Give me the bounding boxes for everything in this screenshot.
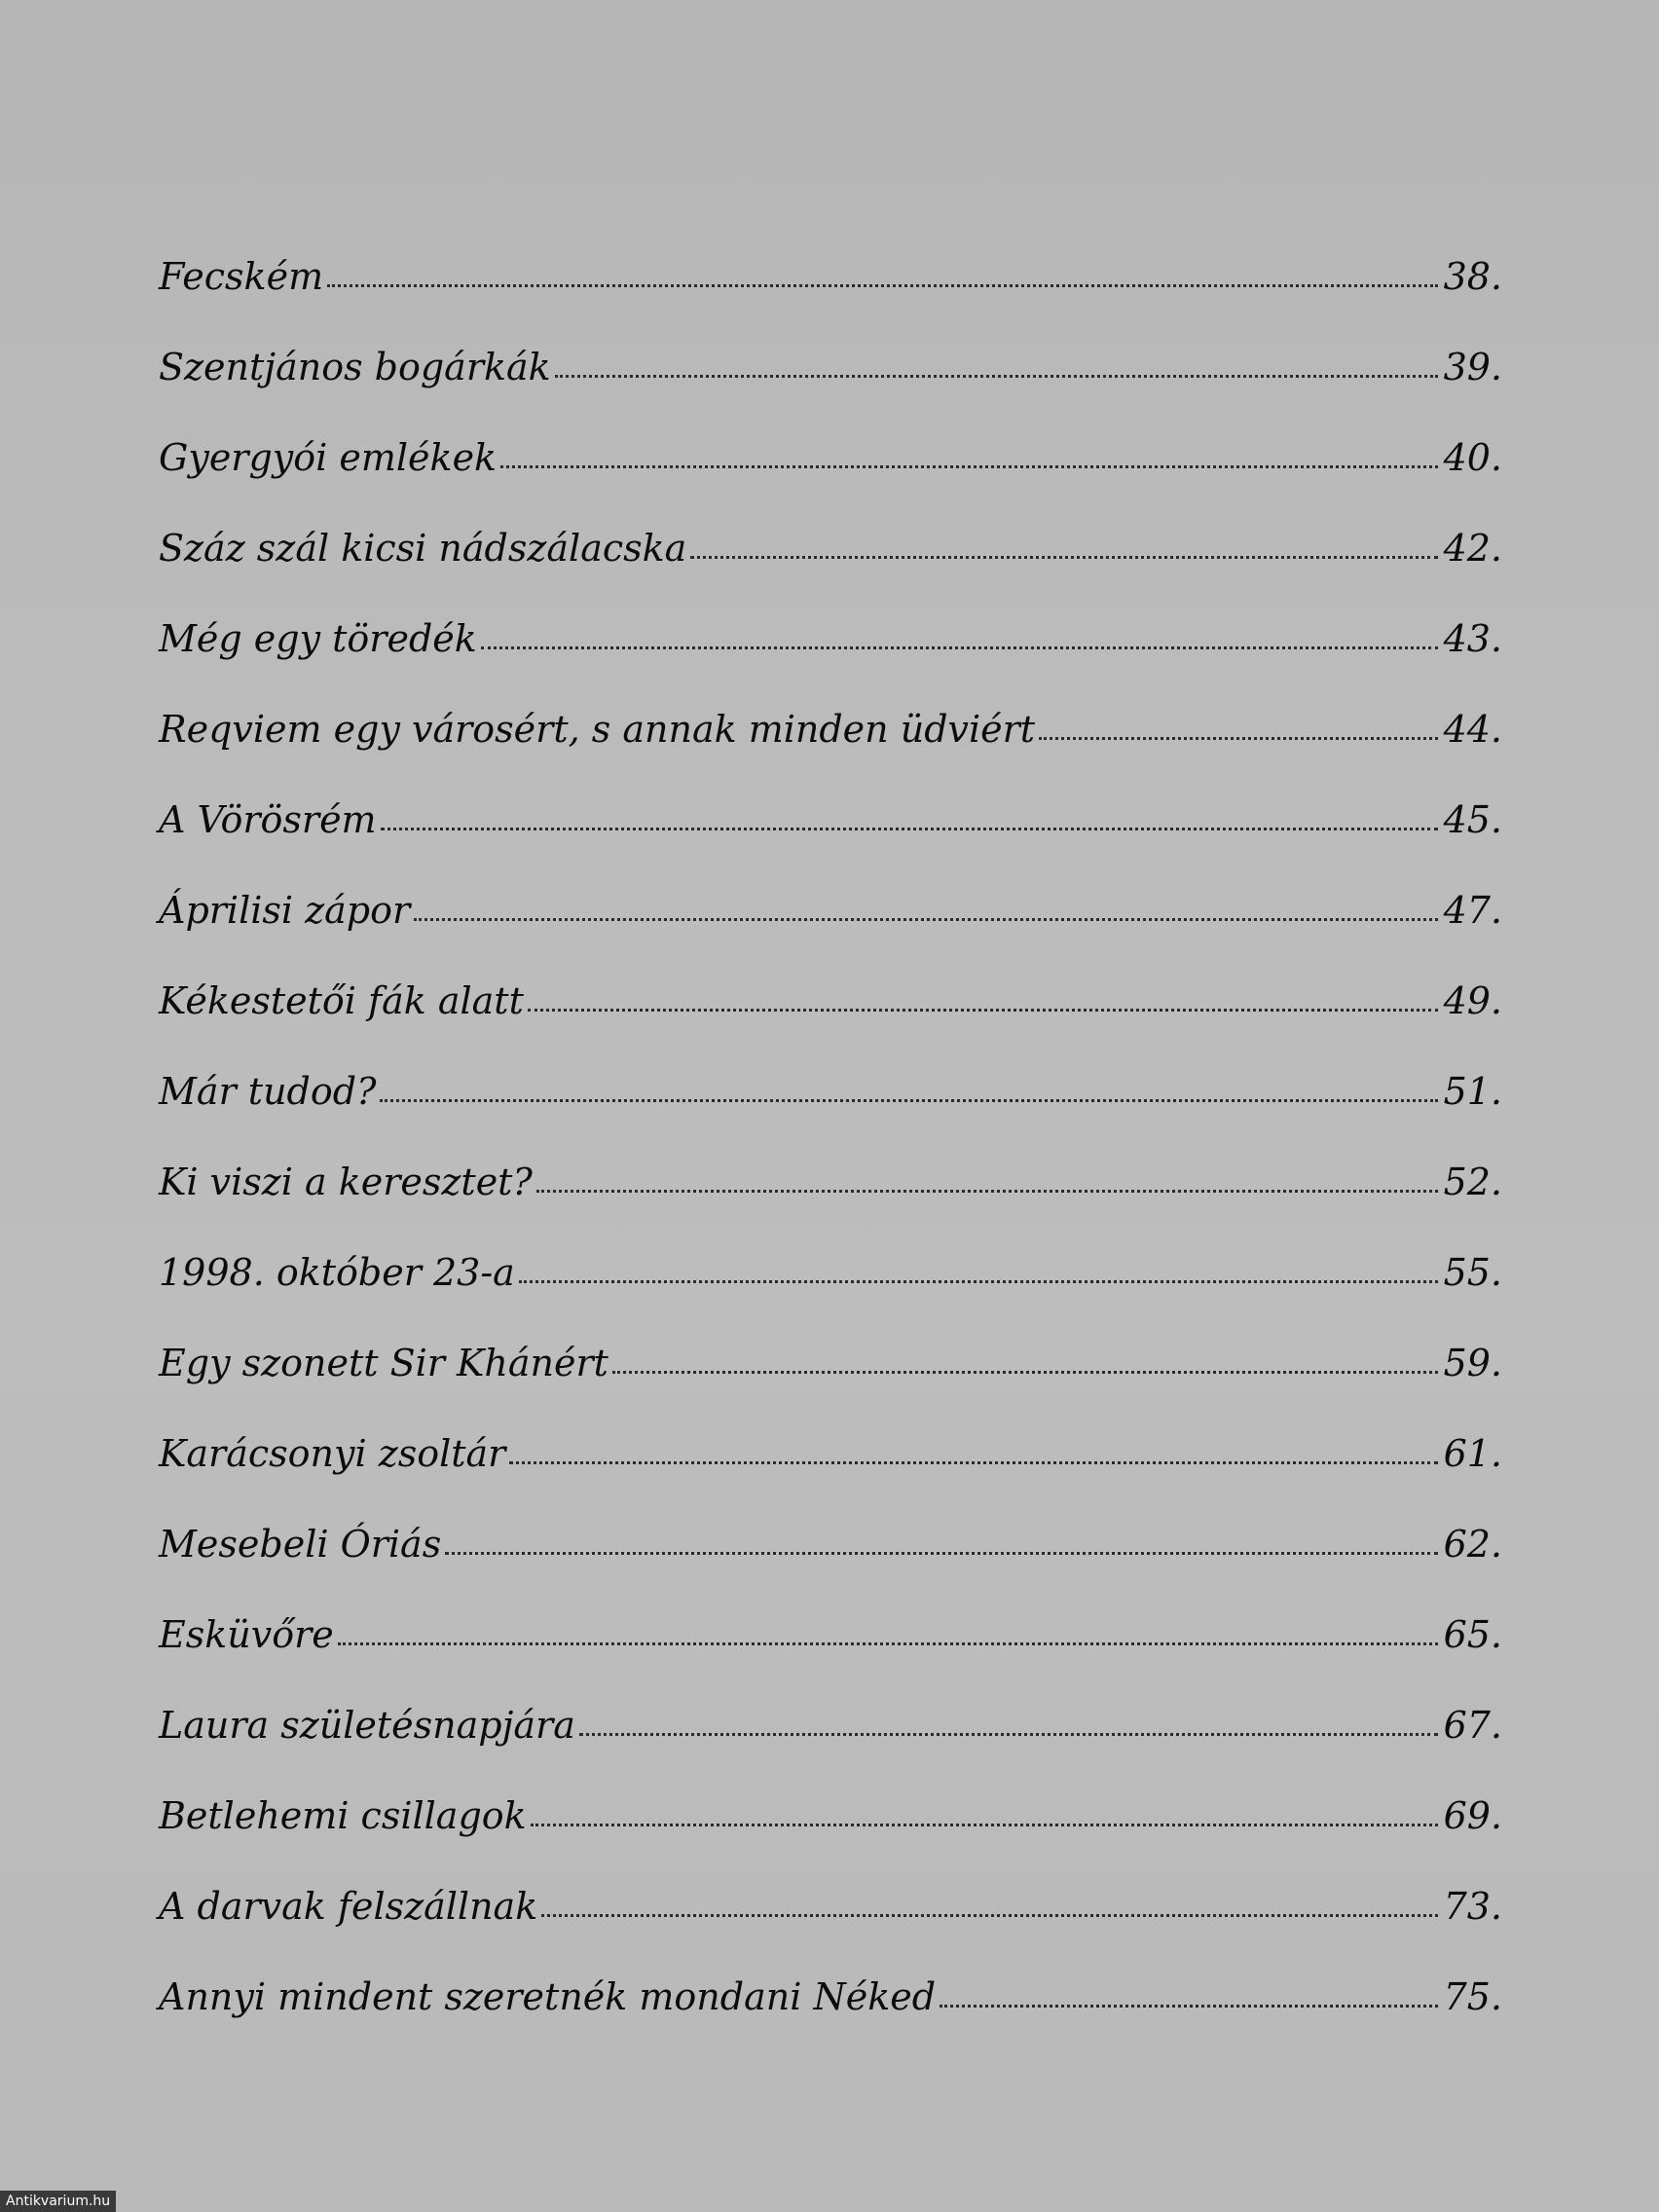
toc-entry-page: 39. [1443, 346, 1502, 388]
toc-entry [159, 617, 1502, 708]
dot-leader [338, 1642, 1438, 1645]
toc-entry [159, 1523, 1502, 1613]
toc-entry-page: 59. [1443, 1342, 1502, 1384]
dot-leader [481, 646, 1438, 649]
toc-entry [159, 255, 1502, 346]
dot-leader [531, 1824, 1438, 1826]
toc-entry-title: Szentjános bogárkák [159, 346, 551, 388]
toc-entry [159, 1161, 1502, 1251]
toc-entry [159, 1251, 1502, 1342]
toc-entry-title: A Vörösrém [159, 798, 377, 841]
toc-entry-title: 1998. október 23-a [159, 1251, 515, 1294]
dot-leader [445, 1552, 1437, 1555]
dot-leader [380, 1099, 1437, 1102]
dot-leader [690, 556, 1437, 559]
toc-entry-title: Esküvőre [159, 1613, 334, 1656]
table-of-contents [159, 255, 1502, 2066]
toc-entry-title: Betlehemi csillagok [159, 1794, 527, 1837]
toc-entry-title: Száz szál kicsi nádszálacska [159, 527, 687, 570]
toc-entry-page: 47. [1443, 889, 1502, 932]
toc-entry-title: Még egy töredék [159, 617, 477, 660]
toc-entry [159, 1794, 1502, 1885]
toc-entry [159, 1613, 1502, 1704]
toc-entry [159, 1070, 1502, 1161]
toc-entry [159, 1342, 1502, 1432]
dot-leader [555, 375, 1438, 378]
dot-leader [381, 828, 1438, 830]
toc-entry-title: Fecském [159, 255, 324, 298]
toc-entry [159, 436, 1502, 527]
toc-entry [159, 798, 1502, 889]
toc-entry-page: 52. [1443, 1161, 1502, 1203]
toc-entry-page: 49. [1443, 979, 1502, 1022]
toc-entry-page: 69. [1443, 1794, 1502, 1837]
toc-entry-page: 62. [1443, 1523, 1502, 1566]
toc-entry-page: 51. [1443, 1070, 1502, 1113]
toc-entry-page: 43. [1443, 617, 1502, 660]
toc-entry-page: 61. [1443, 1432, 1502, 1475]
dot-leader [1039, 737, 1437, 740]
toc-entry-title: Karácsonyi zsoltár [159, 1432, 506, 1475]
dot-leader [414, 918, 1437, 921]
toc-entry-title: Gyergyói emlékek [159, 436, 498, 479]
toc-entry [159, 1432, 1502, 1523]
toc-entry-page: 73. [1443, 1885, 1502, 1928]
toc-entry [159, 1975, 1502, 2066]
dot-leader [509, 1461, 1437, 1464]
watermark: Antikvarium.hu [0, 2191, 116, 2212]
toc-entry [159, 889, 1502, 979]
dot-leader [528, 1009, 1438, 1012]
toc-entry-title: A darvak felszállnak [159, 1885, 538, 1928]
toc-entry-page: 38. [1443, 255, 1502, 298]
toc-entry-page: 40. [1443, 436, 1502, 479]
toc-entry-page: 44. [1443, 708, 1502, 751]
toc-entry-title: Laura születésnapjára [159, 1704, 575, 1747]
toc-entry-title: Ki viszi a keresztet? [159, 1161, 533, 1203]
toc-entry [159, 1885, 1502, 1975]
dot-leader [541, 1914, 1437, 1917]
dot-leader [940, 2005, 1438, 2008]
toc-entry-title: Kékestetői fák alatt [159, 979, 524, 1022]
toc-entry-page: 65. [1443, 1613, 1502, 1656]
dot-leader [579, 1733, 1438, 1736]
dot-leader [327, 284, 1437, 287]
toc-entry-page: 75. [1443, 1975, 1502, 2018]
toc-entry-page: 45. [1443, 798, 1502, 841]
dot-leader [500, 465, 1437, 468]
toc-entry-title: Áprilisi zápor [159, 889, 411, 932]
toc-entry [159, 527, 1502, 617]
toc-entry-title: Mesebeli Óriás [159, 1523, 442, 1566]
dot-leader [519, 1280, 1438, 1283]
toc-entry-title: Egy szonett Sir Khánért [159, 1342, 608, 1384]
toc-entry [159, 1704, 1502, 1794]
toc-entry [159, 346, 1502, 436]
toc-entry [159, 708, 1502, 798]
toc-entry [159, 979, 1502, 1070]
toc-entry-page: 55. [1443, 1251, 1502, 1294]
dot-leader [536, 1190, 1438, 1193]
toc-entry-title: Reqviem egy városért, s annak minden üdviért [159, 708, 1036, 751]
toc-entry-title: Annyi mindent szeretnék mondani Néked [159, 1975, 937, 2018]
toc-entry-page: 42. [1443, 527, 1502, 570]
dot-leader [612, 1371, 1438, 1374]
toc-entry-title: Már tudod? [159, 1070, 377, 1113]
toc-entry-page: 67. [1443, 1704, 1502, 1747]
